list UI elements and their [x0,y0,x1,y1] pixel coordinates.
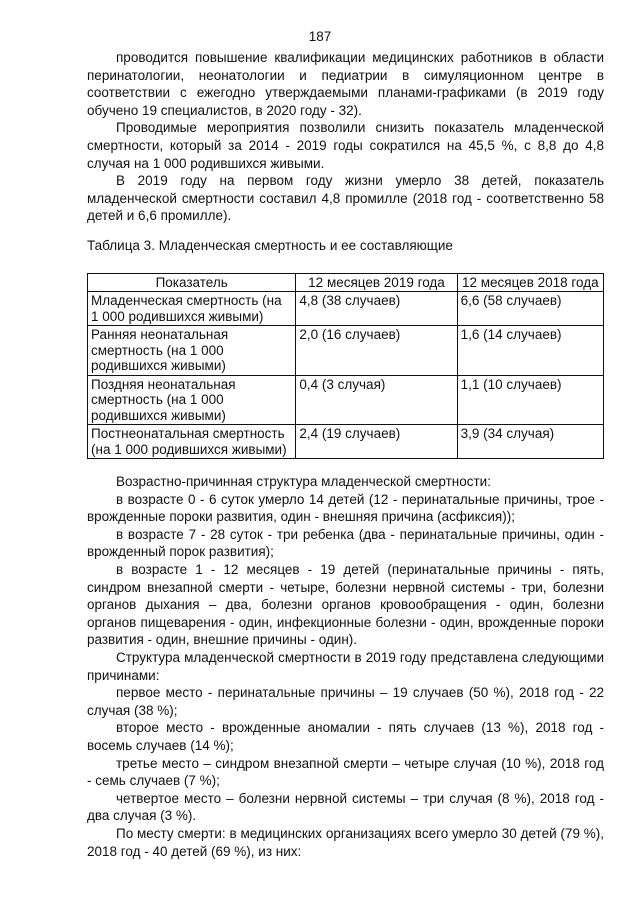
table-row [88,292,604,326]
paragraph: проводится повышение квалификации медицинских работников в области перинатологии, неонатологии и педиатрии в симуляционном центре в соответствии с ежегодно утверждаемыми планами-графиками (в 2019 году обучено 19 специалистов, в 2020 году - 32). [87,50,604,118]
paragraph: Структура младенческой смертности в 2019 году представлена следующими причинами: [87,649,604,683]
table-cell: 1,1 (10 случаев) [457,375,603,425]
table-cell: Поздняя неонатальная смертность (на 1 000 родившихся живыми) [88,375,296,425]
paragraph: в возрасте 1 - 12 месяцев - 19 детей (перинатальные причины - пять, синдром внезапной смерти - четыре, болезни нервной системы - три, болезни органов дыхания – два, болезни органов кровообращения - один, болезни органов пищеварения - один, инфекционные болезни - один, врожденные пороки развития - один, внешние причины - один). [87,562,604,648]
table-header-cell: 12 месяцев 2018 года [457,273,603,292]
table-header-row [88,273,604,292]
page-number: 187 [308,29,332,44]
paragraph: третье место – синдром внезапной смерти – четыре случая (10 %), 2018 год - семь случаев (7 %); [87,755,604,789]
table-header-cell: Показатель [88,273,296,292]
table-cell: Постнеонатальная смертность (на 1 000 родившихся живыми) [88,425,296,459]
paragraph: В 2019 году на первом году жизни умерло 38 детей, показатель младенческой смертности составил 4,8 промилле (2018 год - соответственно 58 детей и 6,6 промилле). [87,173,604,224]
body-text [87,49,604,860]
table-cell: 2,0 (16 случаев) [296,326,457,376]
paragraph: Проводимые мероприятия позволили снизить показатель младенческой смертности, который за 2014 - 2019 годы сократился на 45,5 %, с 8,8 до 4,8 случая на 1 000 родившихся живыми. [87,120,604,171]
table-cell: 1,6 (14 случаев) [457,326,603,376]
paragraph: По месту смерти: в медицинских организациях всего умерло 30 детей (79 %), 2018 год - 40 детей (69 %), из них: [87,825,604,859]
paragraph: первое место - перинатальные причины – 19 случаев (50 %), 2018 год - 22 случая (38 %); [87,685,604,718]
table-header-cell: 12 месяцев 2019 года [296,273,457,292]
paragraph: Возрастно-причинная структура младенческой смертности: [116,474,491,490]
paragraph: в возрасте 0 - 6 суток умерло 14 детей (12 - перинатальные причины, трое - врожденные пороки развития, один - внешняя причина (асфиксия)); [87,491,604,525]
paragraph: второе место - врожденные аномалии - пять случаев (13 %), 2018 год - восемь случаев (14 %); [87,720,604,753]
table-row [88,425,604,459]
mortality-table [87,273,604,460]
table-cell: Младенческая смертность (на 1 000 родившихся живыми) [88,292,296,326]
table-cell: 6,6 (58 случаев) [457,292,603,326]
paragraph: четвертое место – болезни нервной системы – три случая (8 %), 2018 год - два случая (3 %). [87,790,604,824]
table-caption: Таблица 3. Младенческая смертность и ее составляющие [87,237,453,253]
table-row [88,326,604,376]
table-cell: Ранняя неонатальная смертность (на 1 000 родившихся живыми) [88,326,296,376]
table-cell: 4,8 (38 случаев) [296,292,457,326]
table-cell: 0,4 (3 случая) [296,375,457,425]
table-cell: 3,9 (34 случая) [457,425,603,459]
table-row [88,375,604,425]
table-cell: 2,4 (19 случаев) [296,425,457,459]
paragraph: в возрасте 7 - 28 суток - три ребенка (два - перинатальные причины, один - врожденный порок развития); [87,526,604,560]
